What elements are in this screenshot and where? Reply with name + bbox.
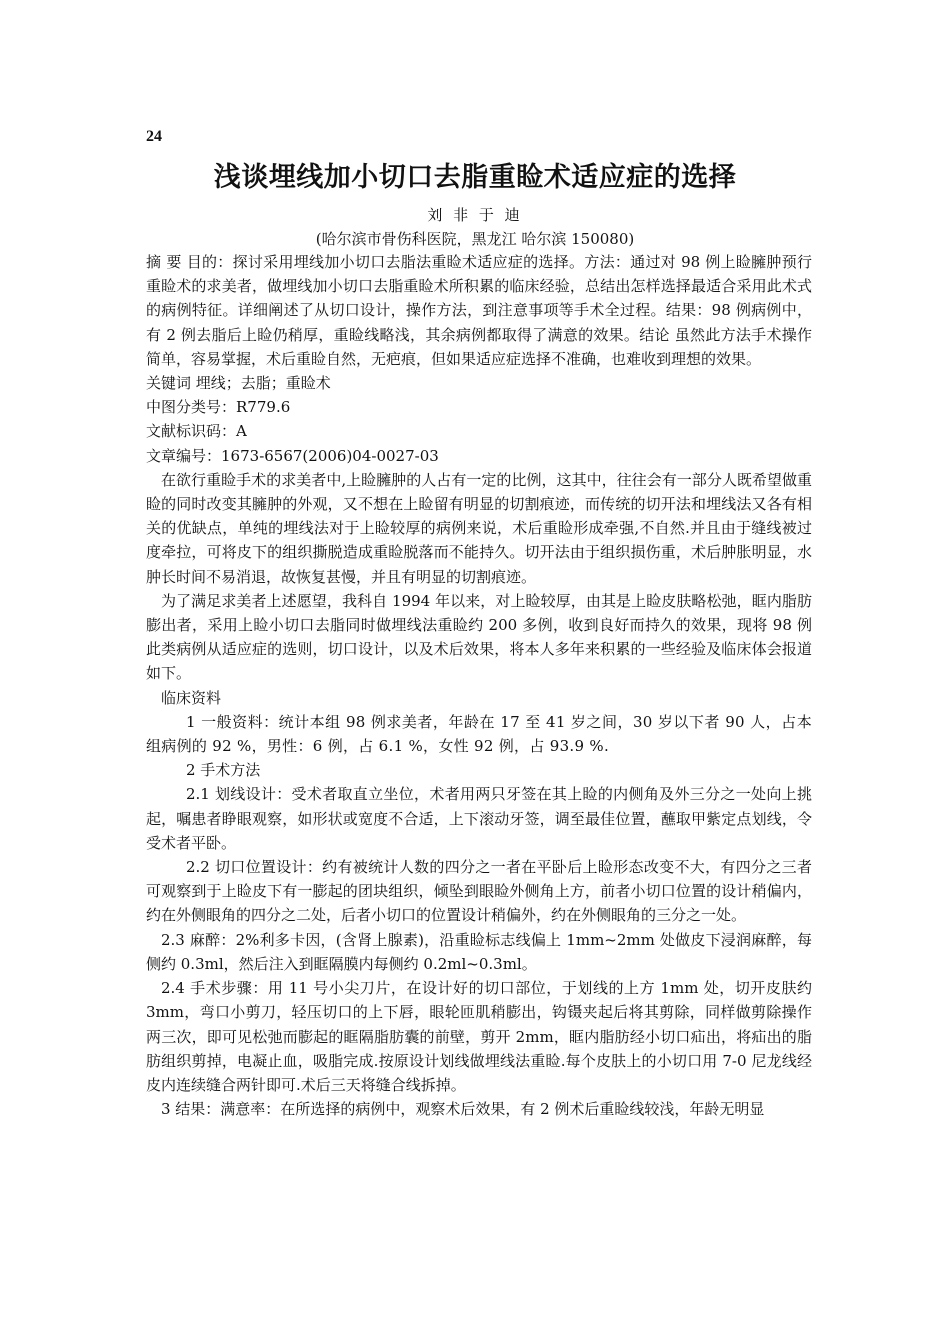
article-number xyxy=(146,444,812,468)
clc-label: 中图分类号： xyxy=(146,398,237,417)
section-1: 1 一般资料：统计本组 98 例求美者，年龄在 17 至 41 岁之间，30 岁以下者 90 人，占本组病例的 92 %，男性：6 例，占 6.1 %，女性 92 例，占 93.9 %. xyxy=(146,712,812,756)
affiliation: (哈尔滨市骨伤科医院，黑龙江 哈尔滨 150080) xyxy=(315,230,635,248)
section-2-4: 2.4 手术步骤：用 11 号小尖刀片，在设计好的切口部位，于划线的上方 1mm 处，切开皮肤约 3mm，弯口小剪刀，轻压切口的上下唇，眼轮匝肌稍膨出，钩镊夹起后将其剪除，同样做剪除操作两三次，即可见松弛而膨起的眶隔脂肪囊的前壁，剪开 2mm，眶内脂肪经小切口疝出，将疝出的脂肪组织剪掉，电凝止血，吸脂完成.按原设计划线做埋线法重睑.每个皮肤上的小切口用 7-0 尼龙线经皮内连续缝合两针即可.术后三天将缝合线拆掉。 xyxy=(146,979,812,1094)
section-2-2: 2.2 切口位置设计：约有被统计人数的四分之一者在平卧后上睑形态改变不大，有四分之三者可观察到于上睑皮下有一膨起的团块组织，倾坠到眼睑外侧角上方，前者小切口位置的设计稍偏内，约在外侧眼角的四分之二处，后者小切口的位置设计稍偏外，约在外侧眼角的三分之一处。 xyxy=(146,858,812,925)
intro-paragraph-1: 在欲行重睑手术的求美者中,上睑臃肿的人占有一定的比例，这其中，往往会有一部分人既希望做重睑的同时改变其臃肿的外观，又不想在上睑留有明显的切割痕迹，而传统的切开法和埋线法又各有相关的优缺点，单纯的埋线法对于上睑较厚的病例来说，术后重睑形成牵强,不自然.并且由于缝线被过度牵拉，可将皮下的组织撕脱造成重睑脱落而不能持久。切开法由于组织损伤重，术后肿胀明显，水肿长时间不易消退，故恢复甚慢，并且有明显的切割痕迹。 xyxy=(146,470,812,586)
clc-value: R779.6 xyxy=(236,398,291,417)
authors: 刘 非 于 迪 xyxy=(427,206,523,224)
keywords-text: 埋线；去脂；重睑术 xyxy=(195,374,331,393)
clinical-heading: 临床资料 xyxy=(161,688,222,707)
doc-code-value: A xyxy=(236,422,247,441)
document-code xyxy=(146,419,812,443)
doc-code-label: 文献标识码： xyxy=(146,422,237,441)
article-body xyxy=(146,250,812,1121)
abstract-label: 摘 要 xyxy=(146,253,182,271)
abstract xyxy=(146,250,812,371)
section-3: 3 结果：满意率：在所选择的病例中，观察术后效果，有 2 例术后重睑线较浅，年龄无明显 xyxy=(161,1100,765,1119)
section-2-1: 2.1 划线设计：受术者取直立坐位，术者用两只牙签在其上睑的内侧角及外三分之一处向上挑起，嘱患者睁眼观察，如形状或宽度不合适，上下滚动牙签，调至最佳位置，蘸取甲紫定点划线，令受术者平卧。 xyxy=(146,785,812,852)
page-number: 24 xyxy=(146,128,162,145)
section-2-3: 2.3 麻醉：2%利多卡因，(含肾上腺素)，沿重睑标志线偏上 1mm~2mm 处做皮下浸润麻醉，每侧约 0.3ml，然后注入到眶隔膜内每侧约 0.2ml~0.3ml。 xyxy=(146,930,812,973)
clc-number xyxy=(146,395,812,419)
keywords-label: 关键词 xyxy=(146,374,192,393)
abstract-text: 目的：探讨采用埋线加小切口去脂法重睑术适应症的选择。方法：通过对 98 例上睑臃肿预行重睑术的求美者，做埋线加小切口去脂重睑术所积累的临床经验，总结出怎样选择最适合采用此术式的病例特征。详细阐述了从切口设计，操作方法，到注意事项等手术全过程。结果：98 例病例中，有 2 例去脂后上睑仍稍厚，重睑线略浅，其余病例都取得了满意的效果。结论 虽然此方法手术操作简单，容易掌握，术后重睑自然，无疤痕，但如果适应症选择不准确，也难收到理想的效果。 xyxy=(146,253,812,368)
article-no-label: 文章编号： xyxy=(146,446,222,465)
intro-paragraph-2: 为了满足求美者上述愿望，我科自 1994 年以来，对上睑较厚，由其是上睑皮肤略松弛，眶内脂肪膨出者，采用上睑小切口去脂同时做埋线法重睑约 200 多例，收到良好而持久的效果，现将 98 例此类病例从适应症的选则，切口设计，以及术后效果，将本人多年来积累的一些经验及临床体会报道如下。 xyxy=(146,591,812,683)
article-title: 浅谈埋线加小切口去脂重睑术适应症的选择 xyxy=(213,162,737,193)
section-2-heading: 2 手术方法 xyxy=(186,761,261,780)
keywords xyxy=(146,371,812,395)
article-no-value: 1673-6567(2006)04-0027-03 xyxy=(221,446,439,465)
